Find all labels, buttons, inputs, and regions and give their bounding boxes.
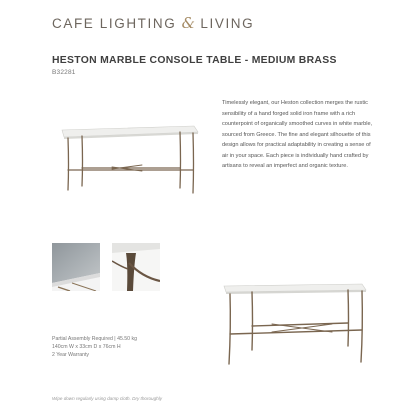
product-specs (52, 335, 137, 360)
product-description: Timelessly elegant, our Heston collection merges the rustic sensibility of a hand forged solid iron frame with a rich counterpoint of organically smoothed curves in white marble, sourced from Greece. The fine and elegant silhouette of this design allows for practical adaptability in creating a sense of air in your space. Each piece is individually hand crafted by artisans to reveal an imperfect and organic texture. (222, 100, 373, 169)
product-image-angle (212, 282, 372, 374)
spec-assembly-weight: Partial Assembly Required | 45.50 kg (52, 336, 137, 342)
product-sku: B32281 (52, 69, 76, 76)
spec-warranty: 2 Year Warranty (52, 352, 90, 359)
detail-image-leg (112, 243, 160, 291)
brand-name-part1: CAFE LIGHTING (52, 16, 177, 31)
brand-logo (52, 14, 254, 32)
product-image-main (52, 110, 202, 202)
spec-dimensions: 140cm W x 33cm D x 76cm H (52, 344, 121, 351)
care-instructions: Wipe down regularly using damp cloth. Dry thoroughly (52, 396, 163, 401)
detail-image-marble (52, 243, 100, 291)
product-title: HESTON MARBLE CONSOLE TABLE - MEDIUM BRASS (52, 55, 337, 66)
brand-ampersand: & (181, 14, 196, 32)
brand-name-part2: LIVING (200, 16, 255, 31)
